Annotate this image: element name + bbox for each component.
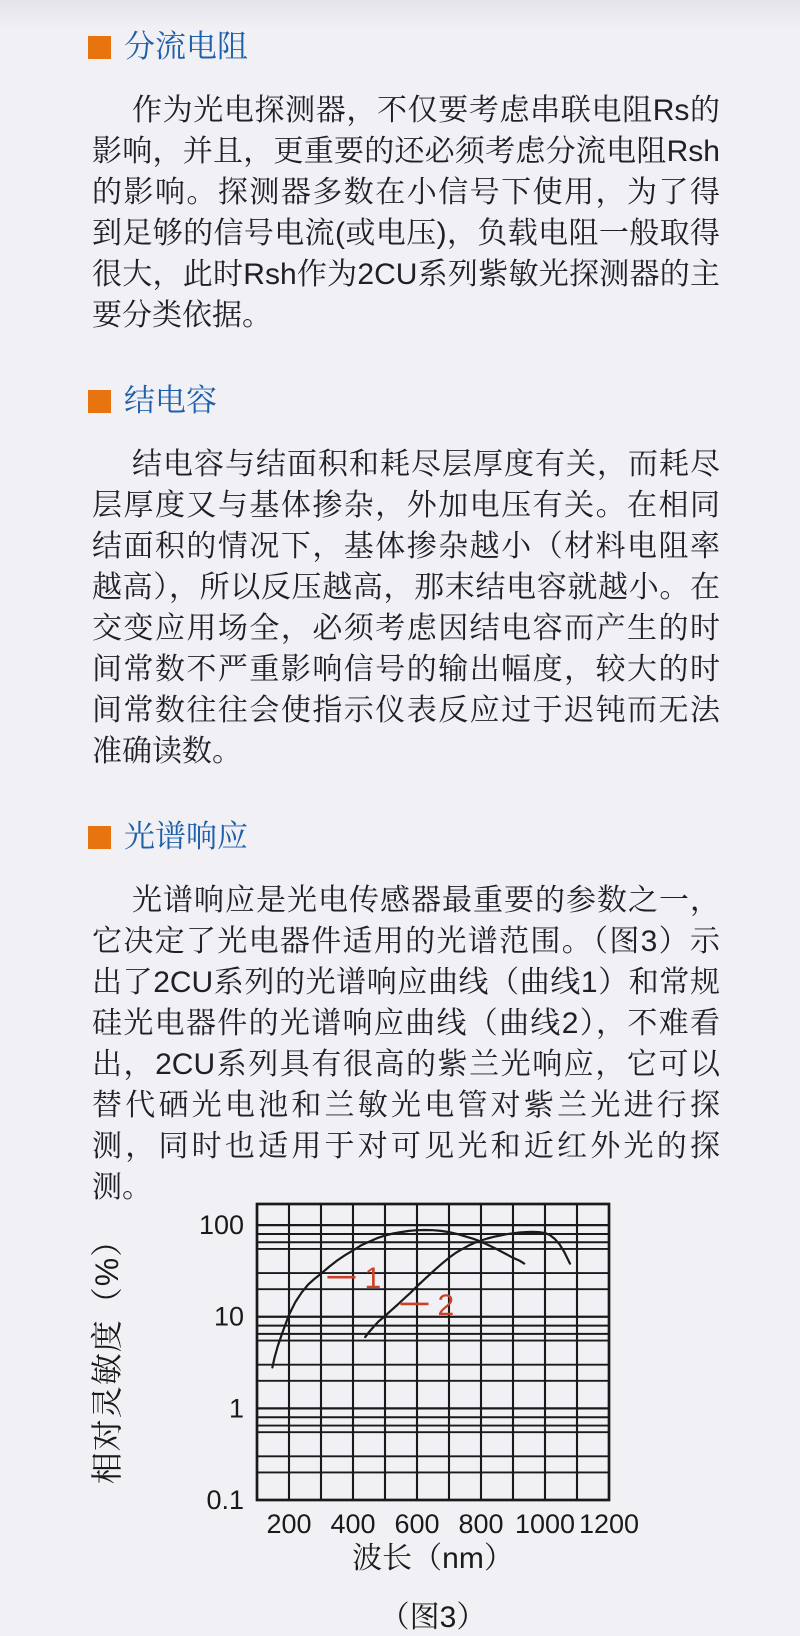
section-shunt-resistance [0, 28, 800, 336]
section-heading [88, 818, 800, 856]
x-tick-label: 400 [330, 1509, 376, 1539]
section-title: 结电容 [124, 383, 217, 418]
x-tick-label: 1000 [514, 1509, 576, 1539]
y-tick-label: 1 [228, 1393, 244, 1424]
curve-label-number: 2 [437, 1288, 455, 1322]
section-paragraph: 作为光电探测器，不仅要考虑串联电阻Rs的影响，并且，更重要的还必须考虑分流电阻Rsh的影响。探测器多数在小信号下使用，为了得到足够的信号电流(或电压)，负载电阻一般取得很大，此时Rsh作为2CU系列紫敏光探测器的主要分类依据。 [92, 94, 720, 332]
curve-label-number: 1 [364, 1262, 382, 1296]
section-paragraph: 结电容与结面积和耗尽层厚度有关，而耗尽层厚度又与基体掺杂，外加电压有关。在相同结面积的情况下，基体掺杂越小（材料电阻率越高），所以反压越高，那末结电容就越小。在交变应用场全，必须考虑因结电容而产生的时间常数不严重影响信号的输出幅度，较大的时间常数往往会使指示仪表反应过于迟钝而无法准确读数。 [92, 448, 720, 768]
section-paragraph: 光谱响应是光电传感器最重要的参数之一，它决定了光电器件适用的光谱范围。（图3）示出了2CU系列的光谱响应曲线（曲线1）和常规硅光电器件的光谱响应曲线（曲线2），不难看出，2CU系列具有很高的紫兰光响应，它可以替代硒光电池和兰敏光电管对紫兰光进行探测，同时也适用于对可见光和近红外光的探测。 [92, 884, 720, 1204]
section-title: 光谱响应 [124, 819, 248, 854]
y-tick-label: 100 [198, 1210, 244, 1241]
spectral-response-figure [80, 1176, 680, 1636]
section-title: 分流电阻 [124, 29, 248, 64]
y-tick-label: 10 [213, 1301, 244, 1332]
x-axis-title: 波长（nm） [352, 1542, 514, 1575]
y-axis-title: 相对灵敏度（%） [89, 1223, 125, 1485]
orange-square-bullet-icon [88, 36, 111, 59]
y-tick-label: 0.1 [206, 1485, 244, 1515]
spectral-response-chart [80, 1176, 680, 1636]
x-tick-label: 600 [394, 1509, 440, 1539]
section-junction-capacitance [0, 382, 800, 772]
x-tick-label: 1200 [578, 1509, 640, 1539]
curve-2 [365, 1232, 570, 1337]
section-heading [88, 382, 800, 420]
section-heading [88, 28, 800, 66]
orange-square-bullet-icon [88, 826, 111, 849]
x-tick-label: 200 [266, 1509, 312, 1539]
orange-square-bullet-icon [88, 390, 111, 413]
x-tick-label: 800 [458, 1509, 504, 1539]
chart-plot-area [199, 1204, 639, 1539]
curve-1 [272, 1230, 524, 1367]
section-spectral-response [0, 818, 800, 1208]
figure-caption: （图3） [379, 1601, 487, 1634]
